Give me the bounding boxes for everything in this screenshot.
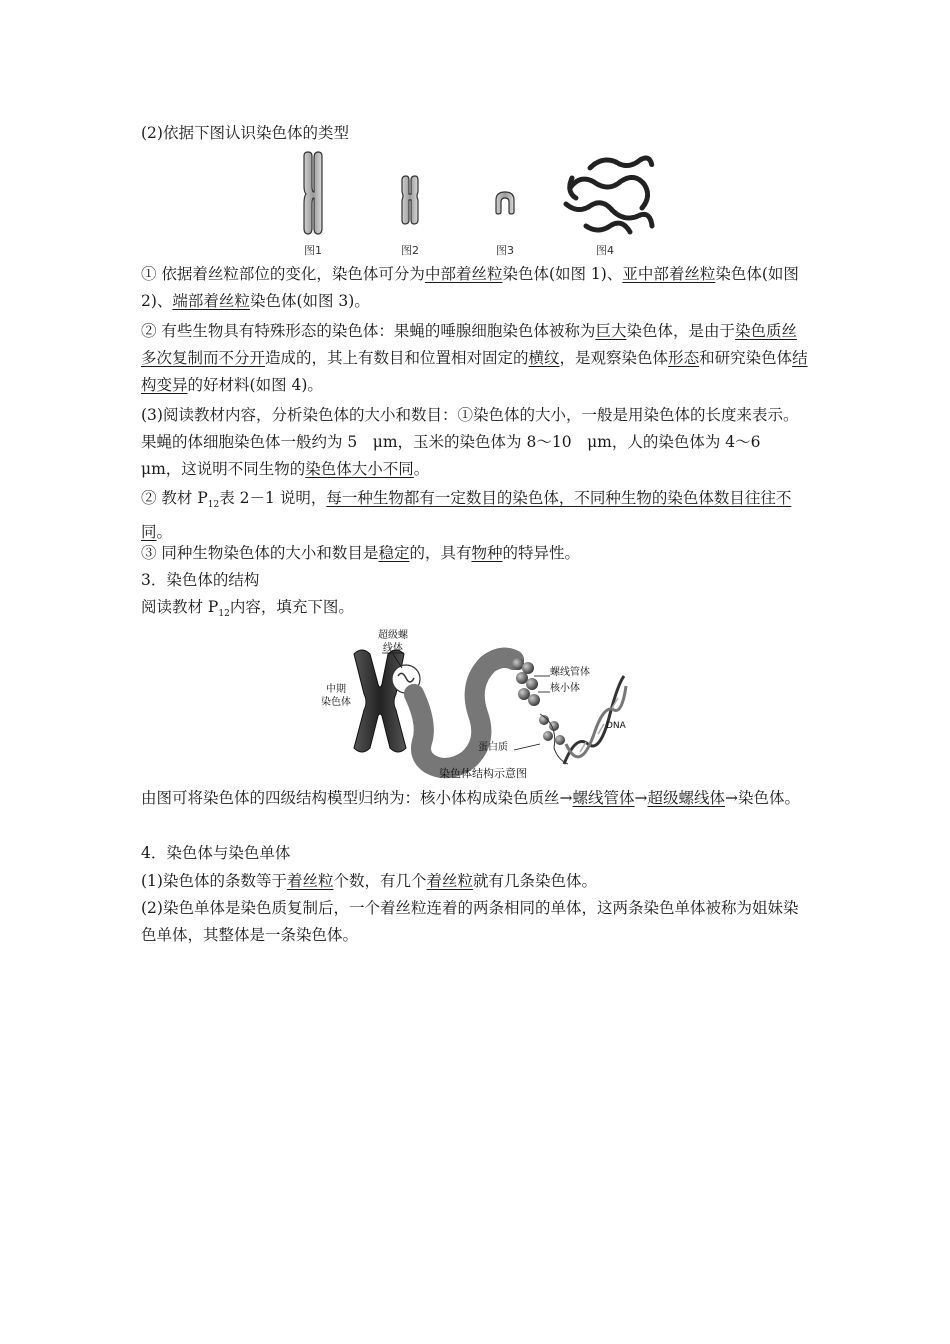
- chromosome-metacentric-icon: [304, 152, 322, 234]
- chromosome-structure-figure: [318, 624, 640, 784]
- paragraph-size-number: (3)阅读教材内容，分析染色体的大小和数目：①染色体的大小，一般是用染色体的长度来表示。果蝇的体细胞染色体一般约为 5 μm，玉米的染色体为 8～10 μm，人的染色体为 4～6 μm，这说明不同生物的染色体大小不同。: [141, 406, 799, 478]
- paragraph-textbook-table: ② 教材 $P_{12}$表 2－1 说明，每一种生物都有一定数目的染色体，不同种生物的染色体数目往往不同。: [141, 489, 792, 542]
- label-solenoid: 螺线管体: [550, 667, 590, 678]
- label-metaphase-2: 染色体: [321, 697, 351, 708]
- fig3-label: 图3: [496, 244, 514, 257]
- metaphase-chromosome-icon: [354, 650, 406, 752]
- chromosome-types-figure: [290, 148, 670, 260]
- paragraph-four-levels: 由图可将染色体的四级结构模型归纳为：核小体构成染色质丝→螺线管体→超级螺线体→染色体。: [141, 789, 801, 807]
- label-super-coil-1: 超级螺: [378, 630, 408, 641]
- chromosome-telocentric-icon: [496, 192, 514, 214]
- label-metaphase-1: 中期: [326, 684, 346, 695]
- label-protein: 蛋白质: [478, 742, 508, 753]
- solenoid-icon: [512, 658, 540, 706]
- paragraph-sister-chromatids: (2)染色单体是染色质复制后，一个着丝粒连着的两条相同的单体，这两条染色单体被称为姐妹染色单体，其整体是一条染色体。: [141, 899, 799, 944]
- figure-caption: 染色体结构示意图: [439, 767, 527, 780]
- label-super-coil-2: 线体: [383, 643, 403, 654]
- fig4-label: 图4: [596, 244, 614, 257]
- label-dna: DNA: [606, 721, 626, 731]
- section-heading-structure: 3．染色体的结构: [141, 571, 260, 589]
- paragraph-species-specific: ③ 同种生物染色体的大小和数目是稳定的，具有物种的特异性。: [141, 544, 580, 562]
- polytene-chromosome-icon: [566, 158, 652, 232]
- paragraph-giant-chromosome: ② 有些生物具有特殊形态的染色体：果蝇的唾腺细胞染色体被称为巨大染色体，是由于染色质丝多次复制而不分开造成的，其上有数目和位置相对固定的横纹，是观察染色体形态和研究染色体结构变异的好材料(如图 4)。: [141, 322, 808, 394]
- chromosome-submetacentric-icon: [402, 176, 418, 224]
- fig1-label: 图1: [304, 244, 322, 257]
- section-heading: (2)依据下图认识染色体的类型: [141, 124, 349, 142]
- label-nucleosome: 核小体: [550, 683, 580, 694]
- paragraph-centromere-count: (1)染色体的条数等于着丝粒个数，有几个着丝粒就有几条染色体。: [141, 872, 598, 890]
- fig2-label: 图2: [401, 244, 419, 257]
- structure-intro: 阅读教材 $P_{12}$内容，填充下图。: [141, 598, 354, 620]
- paragraph-centromere-types: ① 依据着丝粒部位的变化，染色体可分为中部着丝粒染色体(如图 1)、亚中部着丝粒染色体(如图 2)、端部着丝粒染色体(如图 3)。: [141, 265, 799, 310]
- section-heading-chromatid: 4．染色体与染色单体: [141, 844, 291, 862]
- nucleosome-icon: [539, 714, 568, 764]
